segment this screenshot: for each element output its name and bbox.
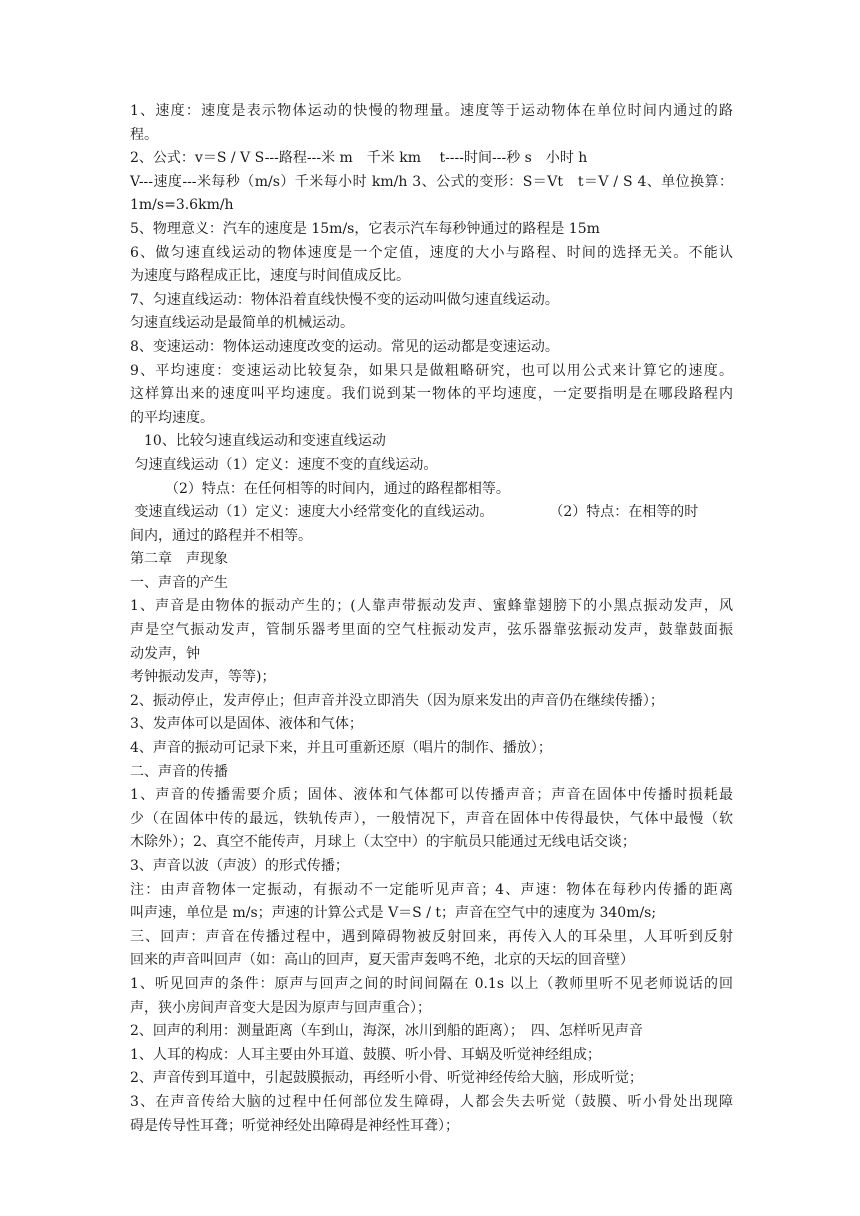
text-line: 第二章 声现象 <box>130 551 228 568</box>
text-line: 3、声音以波（声波）的形式传播； <box>130 858 349 874</box>
text-line: 6、做匀速直线运动的物体速度是一个定值，速度的大小与路程、时间的选择无关。不能认 <box>130 244 733 261</box>
text-line: （2）特点：在任何相等的时间内，通过的路程都相等。 <box>130 480 510 497</box>
text-line: 1、人耳的构成：人耳主要由外耳道、鼓膜、听小骨、耳蜗及听觉神经组成； <box>130 1046 601 1063</box>
text-line: 碍是传导性耳聋；听觉神经处出障碍是神经性耳聋）； <box>130 1117 459 1134</box>
text-line: 5、物理意义：汽车的速度是 15m/s，它表示汽车每秒钟通过的路程是 15m <box>130 220 600 237</box>
document-page <box>130 100 733 1138</box>
text-line: 2、公式：v＝S / V S---路程---米 m 千米 km t----时间---秒 s 小时 h <box>130 150 588 167</box>
text-line: 匀速直线运动（1）定义：速度不变的直线运动。 <box>130 456 438 473</box>
text-line: V---速度---米每秒（m/s）千米每小时 km/h 3、公式的变形：S＝Vt t＝V / S 4、单位换算： <box>130 173 733 190</box>
text-line: 1、声音是由物体的振动产生的；(人靠声带振动发声、蜜蜂靠翅膀下的小黑点振动发声，风 <box>130 598 733 615</box>
text-line: 9、平均速度：变速运动比较复杂，如果只是做粗略研究，也可以用公式来计算它的速度。 <box>130 362 733 379</box>
text-line: 10、比较匀速直线运动和变速直线运动 <box>130 433 386 450</box>
text-line: 二、声音的传播 <box>130 763 228 780</box>
text-line: 2、回声的利用：测量距离（车到山，海深，冰川到船的距离）； 四、怎样听见声音 <box>130 1023 643 1040</box>
text-line: 1m/s=3.6km/h <box>130 197 234 214</box>
text-line: 3、在声音传给大脑的过程中任何部位发生障碍，人都会失去听觉（鼓膜、听小骨处出现障 <box>130 1093 733 1110</box>
text-line: 2、振动停止，发声停止；但声音并没立即消失（因为原来发出的声音仍在继续传播）； <box>130 692 664 709</box>
text-line: 动发声，钟 <box>130 645 200 662</box>
text-line: 7、匀速直线运动：物体沿着直线快慢不变的运动叫做匀速直线运动。 <box>130 291 559 308</box>
text-line: 一、声音的产生 <box>130 574 228 591</box>
text-line: 匀速直线运动是最简单的机械运动。 <box>130 315 354 332</box>
text-line: 三、回声：声音在传播过程中，遇到障碍物被反射回来，再传入人的耳朵里，人耳听到反射 <box>130 928 733 945</box>
text-line: 1、速度：速度是表示物体运动的快慢的物理量。速度等于运动物体在单位时间内通过的路 <box>130 103 733 119</box>
text-line: 4、声音的振动可记录下来，并且可重新还原（唱片的制作、播放）； <box>130 740 552 757</box>
text-line: 间内，通过的路程并不相等。 <box>130 527 312 544</box>
text-line: 注：由声音物体一定振动，有振动不一定能听见声音；4、声速：物体在每秒内传播的距离 <box>130 881 733 898</box>
text-line: 考钟振动发声，等等)； <box>130 669 276 686</box>
text-line: 1、听见回声的条件：原声与回声之间的时间间隔在 0.1s 以上（教师里听不见老师说话的回 <box>130 975 733 992</box>
text-line: 声，狭小房间声音变大是因为原声与回声重合）； <box>130 999 431 1016</box>
text-line: 的平均速度。 <box>130 409 214 426</box>
text-line: 声是空气振动发声，管制乐器考里面的空气柱振动发声，弦乐器靠弦振动发声，鼓靠鼓面振 <box>130 622 733 639</box>
text-line: 回来的声音叫回声（如：高山的回声，夏天雷声轰鸣不绝，北京的天坛的回音壁） <box>130 952 634 969</box>
text-line: 少（在固体中传的最远，铁轨传声），一般情况下，声音在固体中传得最快，气体中最慢（软 <box>130 810 733 827</box>
text-line: 这样算出来的速度叫平均速度。我们说到某一物体的平均速度，一定要指明是在哪段路程内 <box>130 386 733 403</box>
text-line: 1、声音的传播需要介质；固体、液体和气体都可以传播声音；声音在固体中传播时损耗最 <box>130 787 733 804</box>
text-line: 2、声音传到耳道中，引起鼓膜振动，再经听小骨、听觉神经传给大脑，形成听觉； <box>130 1070 643 1087</box>
text-line: 为速度与路程成正比，速度与时间值成反比。 <box>130 268 410 285</box>
text-line: 变速直线运动（1）定义：速度大小经常变化的直线运动。 （2）特点：在相等的时 <box>130 504 699 521</box>
text-line: 3、发声体可以是固体、液体和气体； <box>130 716 363 733</box>
text-line: 叫声速，单位是 m/s；声速的计算公式是 V＝S / t；声音在空气中的速度为 340m/s; <box>130 905 657 922</box>
text-line: 8、变速运动：物体运动速度改变的运动。常见的运动都是变速运动。 <box>130 338 559 355</box>
text-line: 木除外）；2、真空不能传声，月球上（太空中）的宇航员只能通过无线电话交谈； <box>130 834 636 851</box>
text-line: 程。 <box>130 126 158 143</box>
